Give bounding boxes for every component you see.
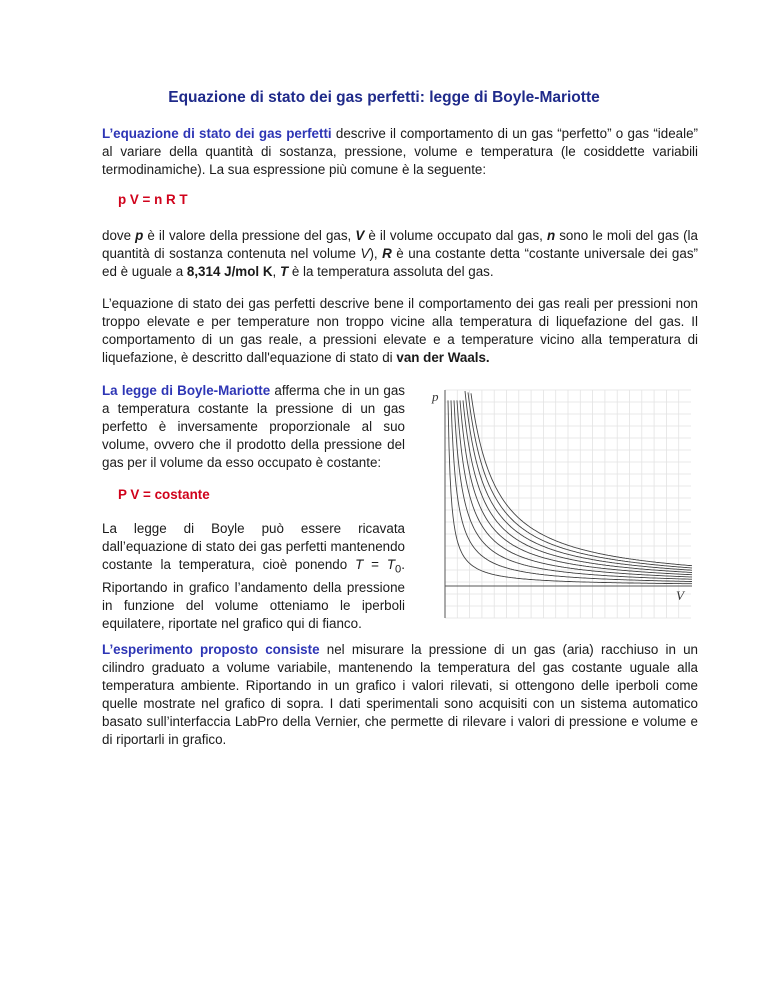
y-axis-label: p: [432, 389, 439, 404]
paragraph-variables: dove p è il valore della pressione del gas, V è il volume occupato dal gas, n sono le moli del gas (la quantità di sostanza contenuta nel volume V), R è una costante detta “costante universale dei gas” ed è uguale a 8,314 J/mol K, T è la temperatura assoluta del gas.: [102, 228, 698, 279]
chart-grid: [445, 390, 691, 618]
hyperbola-series-3: [454, 400, 692, 579]
hyperbola-series-7: [465, 391, 692, 570]
hyperbola-chart: [418, 386, 700, 624]
gas-constant-value: 8,314 J/mol K: [186, 264, 273, 279]
hyperbola-curves: [448, 391, 692, 584]
hyperbola-series-1: [448, 400, 692, 583]
paragraph-boyle-law: La legge di Boyle-Mariotte afferma che in un gas a temperatura costante la pressione di un gas perfetto è inversamente proporzionale al suo volume, ovvero che il prodotto della pressione del gas per il volume da esso occupato è costante:: [102, 383, 405, 470]
lead-experiment: L’esperimento proposto consiste: [102, 642, 320, 657]
lead-boyle: La legge di Boyle-Mariotte: [102, 383, 271, 398]
van-der-waals: van der Waals.: [396, 350, 490, 365]
formula-ideal-gas: p V = n R T: [118, 192, 188, 207]
lead-equation: L’equazione di stato dei gas perfetti: [102, 126, 332, 141]
paragraph-boyle-derivation: La legge di Boyle può essere ricavata dall’equazione di stato dei gas perfetti mantenendo costante la temperatura, cioè ponendo $T = T_0$. Riportando in grafico l’andamento della pressione in funzione del volume otteniamo le iperboli equilatere, riportate nel grafico qui di fianco.: [102, 521, 405, 631]
formula-boyle: P V = costante: [118, 487, 210, 502]
page-title: Equazione di stato dei gas perfetti: legge di Boyle-Mariotte: [168, 89, 600, 106]
paragraph-intro: [102, 125, 698, 179]
hyperbola-series-9: [471, 393, 692, 565]
paragraph-real-gases: L’equazione di stato dei gas perfetti descrive bene il comportamento dei gas reali per pressioni non troppo elevate e per temperature non troppo vicine alla temperatura di liquefazione del gas. Il comportamento di un gas reale, a pressioni elevate e a temperature vicino alla temperatura di liquefazione, è descritto dall'equazione di stato di van der Waals.: [102, 296, 698, 365]
x-axis-label: V: [676, 588, 684, 603]
intro-text: descrive il comportamento di un gas “perfetto” o gas “ideale” al variare della quantità di sostanza, pressione, volume e temperatura (le cosiddette variabili termodinamiche). La sua espressione più comune è la seguente:: [102, 126, 699, 177]
hyperbola-series-2: [451, 400, 692, 581]
hyperbola-series-5: [460, 400, 692, 574]
paragraph-experiment: L’esperimento proposto consiste nel misurare la pressione di un gas (aria) racchiuso in un cilindro graduato a volume variabile, mantenendo la temperatura del gas costante uguale alla temperatura ambiente. Riportando in un grafico i valori rilevati, si ottengono delle iperboli come quelle mostrate nel grafico di sopra. I dati sperimentali sono acquisiti con un sistema automatico basato sull’interfaccia LabPro della Vernier, che permette di rilevare i valori di pressione e volume e di riportarli in grafico.: [102, 642, 699, 747]
